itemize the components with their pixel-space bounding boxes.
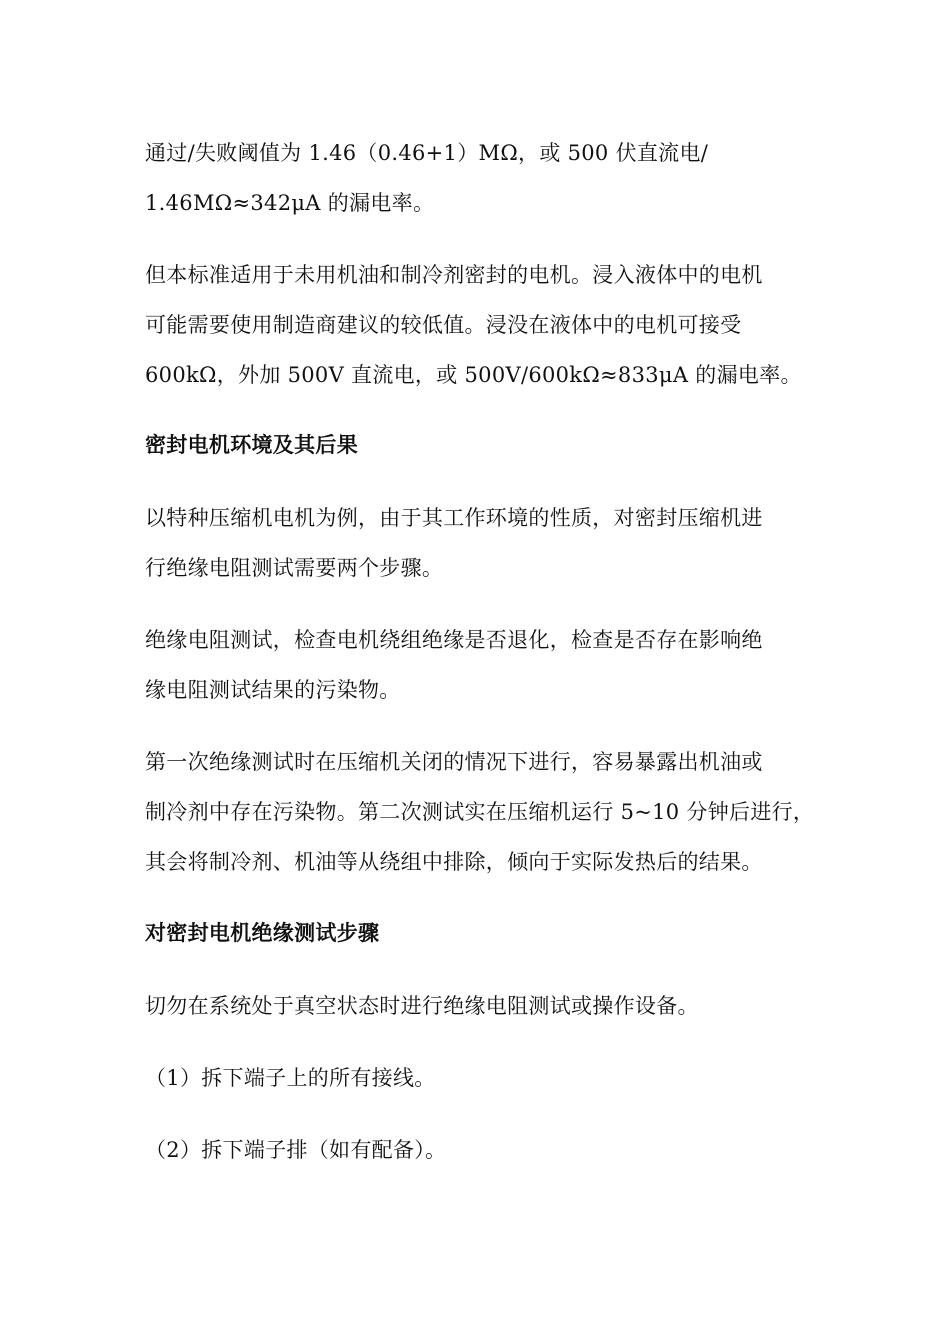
paragraph-3-line-2: 行绝缘电阻测试需要两个步骤。 bbox=[145, 556, 444, 580]
paragraph-5-line-2: 制冷剂中存在污染物。第二次测试实在压缩机运行 5~10 分钟后进行， bbox=[145, 800, 815, 824]
paragraph-4-line-2: 缘电阻测试结果的污染物。 bbox=[145, 678, 401, 702]
paragraph-6-line-1: 切勿在系统处于真空状态时进行绝缘电阻测试或操作设备。 bbox=[145, 994, 699, 1018]
paragraph-2-line-3: 600kΩ，外加 500V 直流电，或 500V/600kΩ≈833μA 的漏电率。 bbox=[145, 363, 802, 387]
section-heading-test-steps: 对密封电机绝缘测试步骤 bbox=[145, 921, 380, 945]
paragraph-5-line-1: 第一次绝缘测试时在压缩机关闭的情况下进行，容易暴露出机油或 bbox=[145, 750, 763, 774]
paragraph-2-line-2: 可能需要使用制造商建议的较低值。浸没在液体中的电机可接受 bbox=[145, 313, 742, 337]
paragraph-2-line-1: 但本标准适用于未用机油和制冷剂密封的电机。浸入液体中的电机 bbox=[145, 263, 763, 287]
paragraph-3-line-1: 以特种压缩机电机为例，由于其工作环境的性质，对密封压缩机进 bbox=[145, 506, 763, 530]
paragraph-4-line-1: 绝缘电阻测试，检查电机绕组绝缘是否退化，检查是否存在影响绝 bbox=[145, 628, 763, 652]
paragraph-1-line-1: 通过/失败阈值为 1.46（0.46+1）MΩ，或 500 伏直流电/ bbox=[145, 141, 709, 165]
paragraph-5-line-3: 其会将制冷剂、机油等从绕组中排除，倾向于实际发热后的结果。 bbox=[145, 850, 763, 874]
section-heading-sealed-motor-environment: 密封电机环境及其后果 bbox=[145, 433, 358, 457]
step-2: （2）拆下端子排（如有配备）。 bbox=[145, 1138, 447, 1162]
paragraph-1-line-2: 1.46MΩ≈342μA 的漏电率。 bbox=[145, 191, 435, 215]
step-1: （1）拆下端子上的所有接线。 bbox=[145, 1066, 436, 1090]
